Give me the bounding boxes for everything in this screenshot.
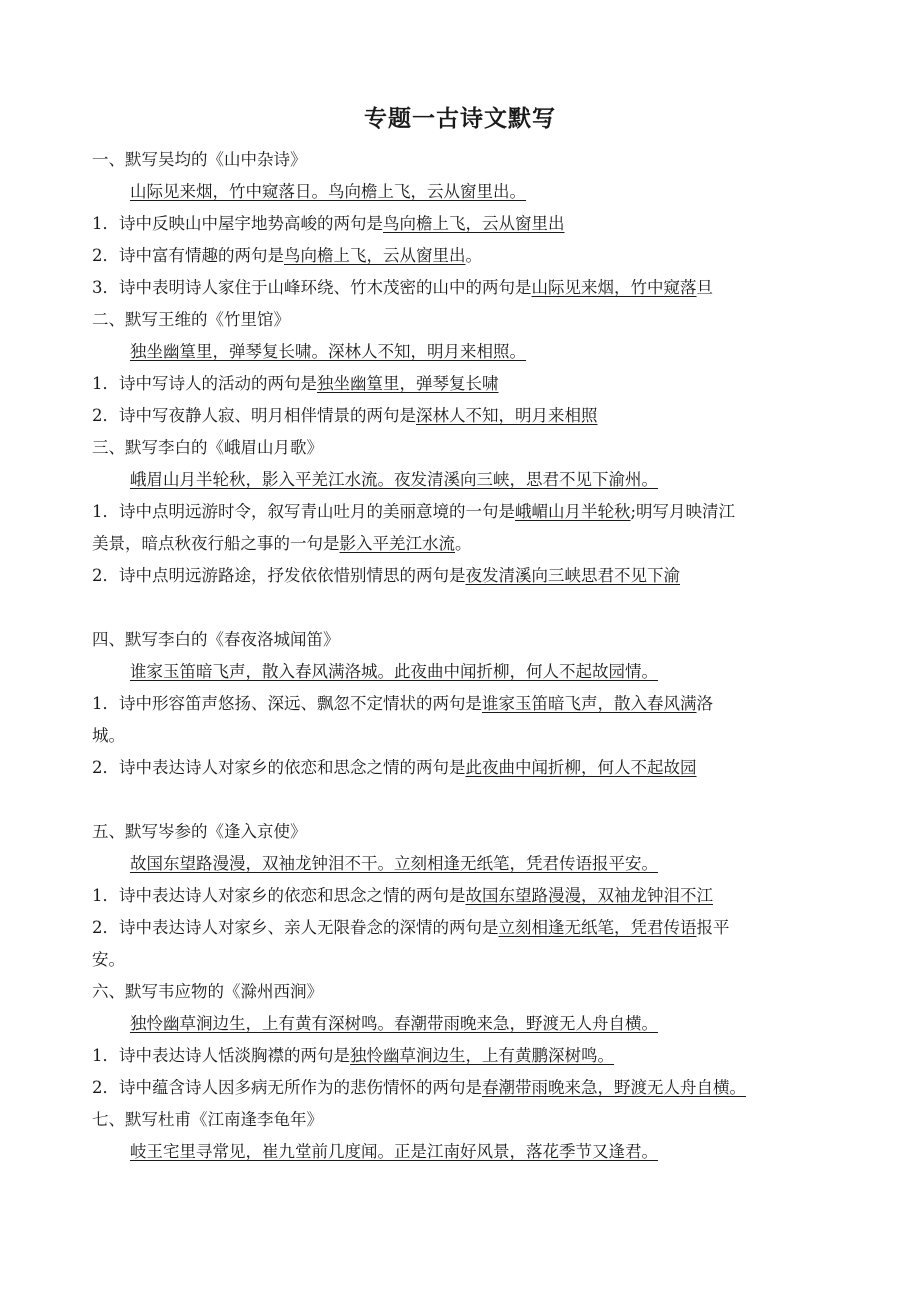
question-line <box>92 1072 832 1104</box>
answer-tail: 。 <box>465 246 482 265</box>
question-line <box>92 880 832 912</box>
answer-text: 影入平羌江水流 <box>339 534 455 553</box>
page-title: 专题一古诗文默写 <box>364 106 556 132</box>
question-line <box>92 400 832 432</box>
poem-line <box>92 176 832 208</box>
question-line <box>92 208 832 240</box>
question-text: 1．诗中表达诗人恬淡胸襟的两句是 <box>92 1046 350 1065</box>
question-text: 安。 <box>92 950 125 969</box>
answer-text: 独坐幽篁里，弹琴复长啸 <box>317 374 499 393</box>
section-heading: 二、默写王维的《竹里馆》 <box>92 310 290 329</box>
answer-text: 故国东望路漫漫，双袖龙钟泪不江 <box>465 886 713 905</box>
answer-text: 春潮带雨晚来急，野渡无人舟自横。 <box>482 1078 746 1097</box>
poem-text: 山际见来烟，竹中窥落日。鸟向檐上飞，云从窗里出。 <box>130 182 526 201</box>
question-text: 1．诗中反映山中屋宇地势高峻的两句是 <box>92 214 383 233</box>
question-line <box>92 752 832 784</box>
poem-line <box>92 656 832 688</box>
section-heading: 四、默写李白的《春夜洛城闻笛》 <box>92 630 340 649</box>
question-text: 美景，暗点秋夜行船之事的一句是 <box>92 534 340 553</box>
answer-text: 山际见来烟，竹中窥落 <box>531 278 697 297</box>
answer-text: 夜发清溪向三峡思君不见下渝 <box>465 566 680 585</box>
poem-text: 独坐幽篁里，弹琴复长啸。深林人不知，明月来相照。 <box>130 342 526 361</box>
question-text: 2．诗中表达诗人对家乡的依恋和思念之情的两句是 <box>92 758 466 777</box>
section-heading: 六、默写韦应物的《滁州西涧》 <box>92 982 323 1001</box>
answer-text: 峨嵋山月半轮秋 <box>515 502 631 521</box>
question-text: 2．诗中表达诗人对家乡、亲人无限眷念的深情的两句是 <box>92 918 499 937</box>
question-text: 城。 <box>92 726 125 745</box>
question-line <box>92 1040 832 1072</box>
answer-text: 鸟向檐上飞，云从窗里出 <box>284 246 466 265</box>
poem-text: 峨眉山月半轮秋，影入平羌江水流。夜发清溪向三峡，思君不见下渝州。 <box>130 470 658 489</box>
answer-text: 独怜幽草涧边生，上有黄鹏深树鸣。 <box>350 1046 614 1065</box>
poem-line <box>92 848 832 880</box>
question-line <box>92 496 832 528</box>
spacer <box>92 592 832 624</box>
question-line <box>92 528 832 560</box>
spacer <box>92 784 832 816</box>
answer-text: 此夜曲中闻折柳，何人不起故园 <box>465 758 697 777</box>
question-line <box>92 944 832 976</box>
poem-line <box>92 464 832 496</box>
question-text: 2．诗中写夜静人寂、明月相伴情景的两句是 <box>92 406 416 425</box>
question-text: 2．诗中富有情趣的两句是 <box>92 246 284 265</box>
question-line <box>92 720 832 752</box>
question-text: 1．诗中形容笛声悠扬、深远、飘忽不定情状的两句是 <box>92 694 482 713</box>
answer-text: 立刻相逢无纸笔，凭君传语 <box>498 918 697 937</box>
poem-text: 岐王宅里寻常见，崔九堂前几度闻。正是江南好风景，落花季节又逢君。 <box>130 1142 658 1161</box>
answer-text: 深林人不知，明月来相照 <box>416 406 598 425</box>
question-line <box>92 272 832 304</box>
question-line <box>92 912 832 944</box>
poem-line <box>92 336 832 368</box>
answer-text: 鸟向檐上飞，云从窗里出 <box>383 214 565 233</box>
question-line <box>92 240 832 272</box>
answer-tail: 。 <box>455 534 472 553</box>
question-text: 2．诗中点明远游路途，抒发依依惜别情思的两句是 <box>92 566 466 585</box>
question-text: 1．诗中写诗人的活动的两句是 <box>92 374 317 393</box>
answer-tail: 旦 <box>696 278 713 297</box>
section-heading: 七、默写杜甫《江南逢李龟年》 <box>92 1110 323 1129</box>
question-text: 3．诗中表明诗人家住于山峰环绕、竹木茂密的山中的两句是 <box>92 278 532 297</box>
section-heading: 五、默写岑参的《逢入京使》 <box>92 822 307 841</box>
question-line <box>92 560 832 592</box>
section-heading: 一、默写吴均的《山中杂诗》 <box>92 150 307 169</box>
question-text: 1．诗中点明远游时令，叙写青山吐月的美丽意境的一句是 <box>92 502 515 521</box>
poem-text: 谁家玉笛暗飞声，散入春风满洛城。此夜曲中闻折柳，何人不起故园情。 <box>130 662 658 681</box>
question-line <box>92 368 832 400</box>
answer-tail: ;明写月映清江 <box>630 502 736 521</box>
question-line <box>92 688 832 720</box>
answer-text: 谁家玉笛暗飞声，散入春风满 <box>482 694 697 713</box>
question-text: 2．诗中蕴含诗人因多病无所作为的悲伤情怀的两句是 <box>92 1078 482 1097</box>
section-heading: 三、默写李白的《峨眉山月歌》 <box>92 438 323 457</box>
question-text: 1．诗中表达诗人对家乡的依恋和思念之情的两句是 <box>92 886 466 905</box>
poem-line <box>92 1136 832 1168</box>
answer-tail: 报平 <box>696 918 730 937</box>
poem-line <box>92 1008 832 1040</box>
answer-tail: 洛 <box>696 694 713 713</box>
document-body <box>92 144 832 1168</box>
poem-text: 独怜幽草涧边生，上有黄有深树鸣。春潮带雨晚来急，野渡无人舟自横。 <box>130 1014 658 1033</box>
poem-text: 故国东望路漫漫，双袖龙钟泪不干。立刻相逢无纸笔，凭君传语报平安。 <box>130 854 658 873</box>
